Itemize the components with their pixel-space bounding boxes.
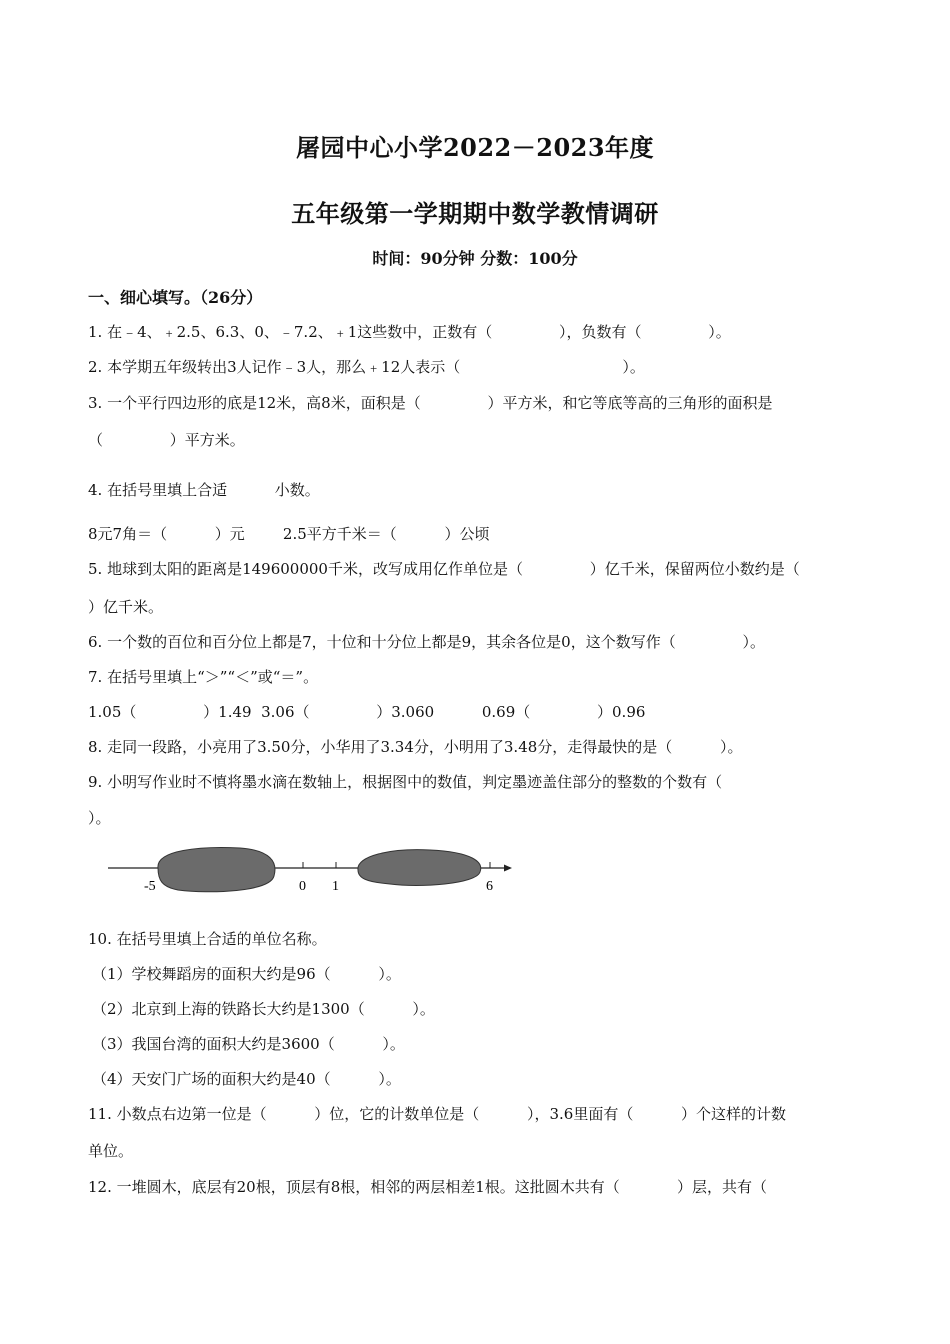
question-7-items: 1.05（ ）1.49 3.06（ ）3.060 0.69（ ）0.96 — [88, 703, 646, 721]
label-minus-5: -5 — [144, 879, 156, 894]
question-11-cont: 单位。 — [88, 1142, 134, 1160]
label-6: 6 — [486, 879, 493, 894]
number-line-arrow — [504, 865, 512, 872]
question-4-items: 8元7角＝（ ）元 2.5平方千米＝（ ）公顷 — [88, 525, 490, 543]
question-10: 10. 在括号里填上合适的单位名称。 — [88, 930, 327, 948]
question-10-3: （3）我国台湾的面积大约是3600（ ）。 — [92, 1035, 405, 1053]
question-7: 7. 在括号里填上“＞”“＜”或“＝”。 — [88, 668, 319, 686]
label-0: 0 — [299, 879, 306, 894]
question-11: 11. 小数点右边第一位是（ ）位，它的计数单位是（ ），3.6里面有（ ）个这样的计数 — [88, 1105, 787, 1123]
question-6: 6. 一个数的百位和百分位上都是7，十位和十分位上都是9，其余各位是0，这个数写作（ ）。 — [88, 633, 765, 651]
question-10-2: （2）北京到上海的铁路长大约是1300（ ）。 — [92, 1000, 435, 1018]
number-line-figure — [100, 840, 520, 900]
question-10-4: （4）天安门广场的面积大约是40（ ）。 — [92, 1070, 401, 1088]
question-9: 9. 小明写作业时不慎将墨水滴在数轴上，根据图中的数值，判定墨迹盖住部分的整数的个数有（ — [88, 773, 723, 791]
ink-blot-left — [158, 848, 275, 892]
question-8: 8. 走同一段路，小亮用了3.50分，小华用了3.34分，小明用了3.48分，走得最快的是（ ）。 — [88, 738, 743, 756]
question-12: 12. 一堆圆木，底层有20根，顶层有8根，相邻的两层相差1根。这批圆木共有（ ）层，共有（ — [88, 1178, 768, 1196]
question-10-1: （1）学校舞蹈房的面积大约是96（ ）。 — [92, 965, 401, 983]
question-3: 3. 一个平行四边形的底是12米，高8米，面积是（ ）平方米，和它等底等高的三角形的面积是 — [88, 394, 773, 412]
exam-title: 屠园中心小学2022－2023年度 — [295, 133, 655, 162]
question-1: 1. 在﹣4、﹢2.5、6.3、0、﹣7.2、﹢1这些数中，正数有（ ），负数有（ ）。 — [88, 323, 731, 341]
label-1: 1 — [332, 879, 339, 894]
exam-subtitle: 五年级第一学期期中数学教情调研 — [291, 199, 659, 228]
question-5: 5. 地球到太阳的距离是149600000千米，改写成用亿作单位是（ ）亿千米，保留两位小数约是（ — [88, 560, 800, 578]
ink-blot-right — [358, 850, 481, 886]
exam-meta: 时间：90分钟 分数：100分 — [372, 249, 578, 268]
question-9-cont: ）。 — [88, 809, 111, 827]
question-5-cont: ）亿千米。 — [88, 598, 164, 616]
question-4: 4. 在括号里填上合适 小数。 — [88, 481, 320, 499]
question-3-cont: （ ）平方米。 — [88, 431, 245, 449]
question-2: 2. 本学期五年级转出3人记作﹣3人，那么﹢12人表示（ ）。 — [88, 358, 645, 376]
section-heading: 一、细心填写。（26分） — [88, 288, 263, 307]
